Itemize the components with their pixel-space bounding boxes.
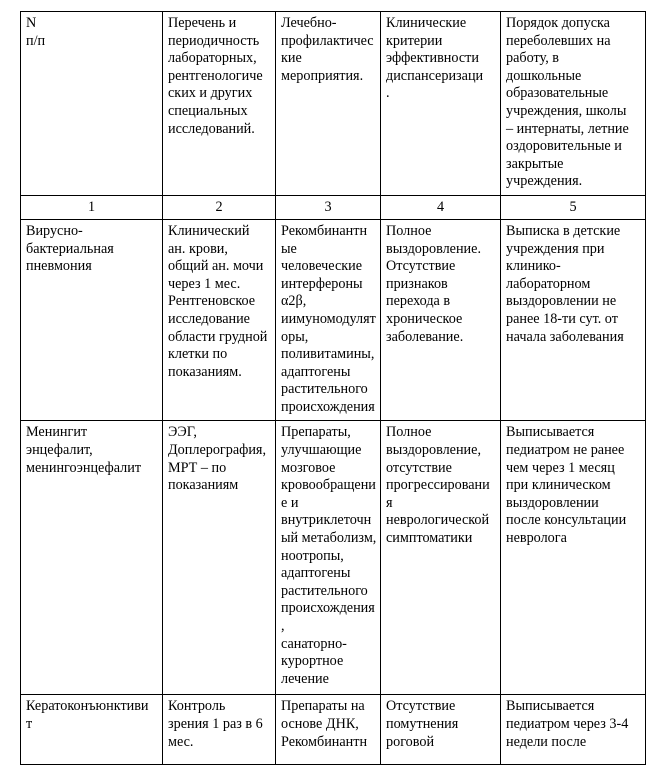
examinations-cell: ЭЭГ, Доплерография, МРТ – по показаниям [163, 421, 276, 695]
table-row [21, 421, 646, 695]
dispensary-table [20, 11, 646, 765]
header-cell-number: N п/п [21, 12, 163, 196]
criteria-cell: Полное выздоровление. Отсутствие признаков перехода в хроническое заболевание. [381, 219, 501, 421]
treatment-cell: Препараты на основе ДНК, Рекомбинантн [276, 695, 381, 765]
examinations-cell: Клинический ан. крови, общий ан. мочи через 1 мес. Рентгеновское исследование области грудной клетки по показаниям. [163, 219, 276, 421]
column-number: 3 [276, 195, 381, 219]
header-row [21, 12, 646, 196]
admission-cell: Выписка в детские учреждения при клинико- лабораторном выздоровлении не ранее 18-ти сут. от начала заболевания [501, 219, 646, 421]
criteria-cell: Полное выздоровление, отсутствие прогрессировани я неврологической симптоматики [381, 421, 501, 695]
disease-name-cell: Вирусно- бактериальная пневмония [21, 219, 163, 421]
header-cell-admission: Порядок допуска переболевших на работу, в дошкольные образовательные учреждения, школы – интернаты, летние оздоровительные и закрытые учреждения. [501, 12, 646, 196]
admission-cell: Выписывается педиатром не ранее чем через 1 месяц при клиническом выздоровлении после консультации невролога [501, 421, 646, 695]
column-number: 4 [381, 195, 501, 219]
column-number: 2 [163, 195, 276, 219]
table-row [21, 695, 646, 765]
admission-cell: Выписывается педиатром через 3-4 недели после [501, 695, 646, 765]
treatment-cell: Рекомбинантн ые человеческие интерфероны α2β, иимуномодулят оры, поливитамины, адаптогены растительного происхождения [276, 219, 381, 421]
criteria-cell: Отсутствие помутнения роговой [381, 695, 501, 765]
column-number-row [21, 195, 646, 219]
disease-name-cell: Кератоконъюнктиви т [21, 695, 163, 765]
table-row [21, 219, 646, 421]
column-number: 5 [501, 195, 646, 219]
header-cell-criteria: Клинические критерии эффективности диспансеризаци . [381, 12, 501, 196]
treatment-cell: Препараты, улучшающие мозговое кровообращени е и внутриклеточн ый метаболизм, ноотропы, адаптогены растительного происхождения , санаторно- курортное лечение [276, 421, 381, 695]
header-cell-treatment: Лечебно- профилактичес кие мероприятия. [276, 12, 381, 196]
examinations-cell: Контроль зрения 1 раз в 6 мес. [163, 695, 276, 765]
column-number: 1 [21, 195, 163, 219]
disease-name-cell: Менингит энцефалит, менингоэнцефалит [21, 421, 163, 695]
header-cell-examinations: Перечень и периодичность лабораторных, рентгенологиче ских и других специальных исследований. [163, 12, 276, 196]
